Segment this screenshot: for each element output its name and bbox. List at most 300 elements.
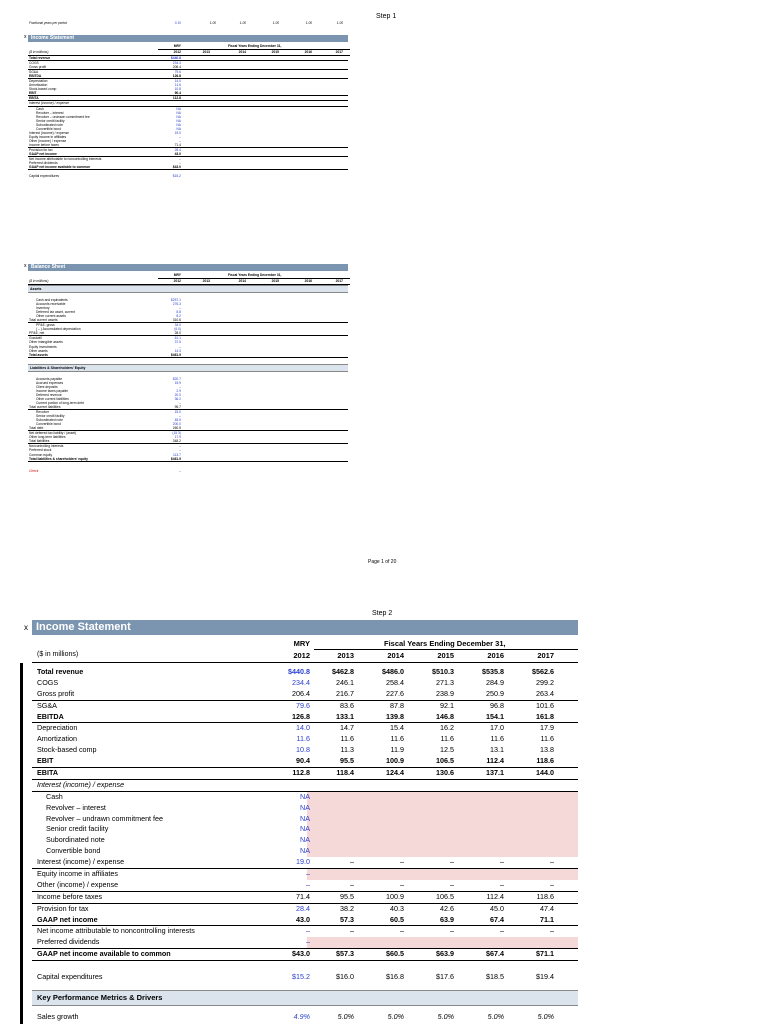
row-value: 126.8: [172, 74, 181, 79]
projection-value: –: [500, 926, 504, 936]
projection-value: 11.3: [340, 745, 354, 755]
input-cell-shading: [307, 792, 578, 803]
projection-value: –: [400, 879, 404, 889]
row-value: 206.4: [172, 65, 181, 70]
projection-value: 57.3: [340, 914, 354, 924]
row-label: Accounts payable: [36, 376, 63, 381]
row-value: –: [179, 444, 181, 449]
mry-value: 28.4: [296, 903, 310, 913]
projection-value: 118.4: [336, 768, 354, 778]
row-label: GAAP net income: [29, 152, 57, 157]
year-header: 2017: [537, 651, 554, 660]
projection-value: –: [450, 857, 454, 867]
table-row: [32, 689, 578, 701]
income-statement-title: Income Statement: [32, 620, 578, 635]
row-value: –: [179, 384, 181, 389]
row-value: $15.2: [172, 174, 181, 179]
projection-value: –: [550, 926, 554, 936]
projection-value: 95.5: [340, 891, 354, 901]
row-label: Total current liabilities: [29, 404, 61, 409]
row-value: 8.8: [176, 310, 181, 315]
table-row: [32, 678, 578, 689]
mry-value: 126.8: [292, 711, 310, 721]
row-label: Other assets: [29, 348, 48, 353]
projection-value: 95.5: [340, 756, 354, 766]
mry-value: NA: [300, 802, 310, 812]
sales-growth-row: Sales growth 4.9% 5.0% 5.0% 5.0% 5.0% 5.0%: [37, 1011, 554, 1021]
row-label: Total liabilities & shareholders' equity: [29, 456, 88, 461]
table-row: [32, 926, 578, 937]
row-label: Provision for tax: [37, 903, 89, 913]
fractional-value: 1.00: [336, 21, 343, 25]
projection-value: $71.1: [536, 949, 554, 959]
row-label: Cash and equivalents: [36, 298, 68, 302]
projection-value: 5.0%: [487, 1011, 504, 1021]
row-label: PP&E, gross: [36, 323, 55, 328]
projection-value: 101.6: [536, 700, 554, 710]
projection-value: 250.9: [486, 688, 504, 698]
input-cell-shading: [307, 803, 578, 814]
row-value: 200.0: [172, 422, 181, 427]
table-row: [32, 869, 578, 880]
table-row: [32, 949, 578, 961]
row-label: Noncontrolling interests: [29, 444, 64, 449]
projection-value: 100.9: [386, 756, 404, 766]
income-statement-title: Income Statement: [28, 35, 348, 42]
projection-value: 42.6: [440, 903, 454, 913]
year-header: 2015: [437, 651, 454, 660]
row-value: 37.5: [174, 340, 181, 345]
fractional-years-label: Fractional years per period: [29, 21, 67, 25]
row-label: Common equity: [29, 452, 53, 457]
table-row: [32, 846, 578, 857]
row-label: Preferred dividends: [37, 937, 100, 947]
check-value: –: [179, 468, 181, 473]
row-label: SG&A: [29, 70, 39, 75]
projection-value: –: [350, 926, 354, 936]
balance-sheet-column-header: MRY Fiscal Years Ending December 31, ($ in millions) 2012 2013 2014 2015 2016 2017: [28, 271, 348, 285]
left-margin-bar: [20, 663, 23, 1024]
row-value: $257.1: [170, 298, 181, 302]
mry-value: –: [306, 937, 310, 947]
input-cell-shading: [307, 835, 578, 846]
assets-header: Assets: [28, 285, 348, 293]
row-label: Total liabilities: [29, 439, 50, 444]
row-label: Revolver: [36, 410, 50, 415]
collapse-marker[interactable]: x: [24, 263, 27, 269]
year-header: 2016: [487, 651, 504, 660]
row-value: (15.3): [172, 431, 181, 436]
table-row: [32, 892, 578, 904]
row-value: 276.3: [172, 302, 181, 307]
row-value: 14.3: [174, 348, 181, 353]
row-label: Other current assets: [36, 314, 66, 319]
row-label: Total current assets: [29, 318, 58, 323]
table-row: [32, 667, 578, 678]
row-label: Subordinated note: [36, 122, 63, 127]
row-label: Depreciation: [37, 723, 78, 733]
projection-value: –: [450, 879, 454, 889]
row-value: 28.4: [174, 147, 181, 152]
row-label: Cash: [46, 791, 63, 801]
row-value: –: [179, 414, 181, 419]
row-value: 11.6: [174, 83, 181, 88]
row-label: Preferred stock: [29, 448, 52, 453]
projection-value: 63.9: [440, 914, 454, 924]
row-value: 113.7: [172, 452, 181, 457]
table-row: [32, 880, 578, 892]
row-label: Senior credit facility: [46, 824, 109, 834]
row-label: EBITA: [29, 96, 39, 101]
fractional-value: 1.00: [209, 21, 216, 25]
row-label: Client deposits: [36, 384, 58, 389]
page1-balance-sheet: [24, 263, 348, 473]
projection-value: 5.0%: [387, 1011, 404, 1021]
row-label: Senior credit facility: [36, 118, 65, 123]
projection-value: 11.6: [540, 734, 554, 744]
mry-value: 112.8: [292, 768, 310, 778]
row-value: 234.4: [172, 61, 181, 66]
row-value: $440.8: [170, 56, 181, 60]
projection-value: 11.6: [340, 734, 354, 744]
projection-value: 106.5: [436, 756, 454, 766]
table-row: [28, 457, 348, 462]
row-label: Total assets: [29, 352, 48, 357]
mry-value: NA: [300, 813, 310, 823]
row-label: Interest (income) / expense: [37, 857, 125, 867]
year-header: 2016: [304, 279, 312, 283]
row-label: EBIT: [29, 91, 37, 96]
projection-value: 14.7: [340, 723, 354, 733]
projection-value: 133.1: [336, 711, 354, 721]
table-row: [32, 824, 578, 835]
row-label: Depreciation: [29, 79, 48, 84]
row-value: 95.7: [174, 404, 181, 409]
projection-value: 100.9: [386, 891, 404, 901]
row-value: $461.9: [170, 456, 181, 461]
row-label: Income before taxes: [29, 142, 59, 147]
row-label: Deferred revenue: [36, 392, 62, 397]
year-header: 2014: [238, 50, 246, 54]
row-value: 79.6: [174, 70, 181, 75]
row-label: Revolver – undrawn commitment fee: [46, 813, 164, 823]
table-row: [32, 734, 578, 745]
projection-value: $67.4: [486, 949, 504, 959]
row-value: –: [179, 400, 181, 405]
row-label: Other (income) / expense: [37, 879, 119, 889]
year-header: 2015: [271, 279, 279, 283]
row-label: Deferred tax asset, current: [36, 310, 76, 315]
row-label: GAAP net income available to common: [29, 165, 91, 170]
kpi-header: Key Performance Metrics & Drivers: [32, 990, 578, 1006]
projection-value: 112.4: [486, 891, 504, 901]
projection-value: 5.0%: [337, 1011, 354, 1021]
projection-value: 17.9: [540, 723, 554, 733]
mry-value: –: [306, 869, 310, 879]
input-cell-shading: [307, 814, 578, 825]
year-header: 2014: [238, 279, 246, 283]
mry-value: 11.6: [296, 734, 310, 744]
mry-value: –: [306, 926, 310, 936]
row-label: Revolver – undrawn commitment fee: [36, 114, 90, 119]
table-row: [32, 780, 578, 792]
column-header: MRY Fiscal Years Ending December 31, ($ in millions) 2012 2013 2014 2015 2016 2017: [32, 635, 578, 663]
row-label: Inventory: [36, 306, 50, 311]
row-value: 61.1: [174, 336, 181, 341]
projection-value: 17.0: [490, 723, 504, 733]
row-value: 71.4: [174, 142, 181, 147]
year-header: 2015: [271, 50, 279, 54]
table-row: [32, 857, 578, 869]
row-label: ( – ) Accumulated depreciation: [36, 327, 81, 332]
row-label: Interest (income) / expense: [37, 779, 125, 789]
mry-value: 71.4: [296, 891, 310, 901]
projection-value: 263.4: [536, 688, 554, 698]
mry-value: NA: [300, 824, 310, 834]
mry-value: $15.2: [292, 972, 310, 982]
row-label: COGS: [29, 61, 39, 66]
projection-value: 12.5: [440, 745, 454, 755]
mry-value: 43.0: [296, 914, 310, 924]
row-label: Net income attributable to noncontrolling interests: [37, 926, 195, 936]
table-row: [28, 353, 348, 358]
row-label: Income taxes payable: [36, 388, 69, 393]
projection-value: 13.1: [490, 745, 504, 755]
row-label: Total debt: [29, 426, 44, 431]
page2-income-statement: [24, 620, 578, 1023]
projection-value: 124.4: [386, 768, 404, 778]
liabilities-header: Liabilities & Shareholders' Equity: [28, 364, 348, 372]
fractional-value: 1.00: [239, 21, 246, 25]
row-label: Senior credit facility: [36, 414, 65, 419]
year-header: 2014: [387, 651, 404, 660]
row-value: 90.4: [174, 91, 181, 96]
year-header: 2017: [335, 279, 343, 283]
row-label: Revolver – interest: [36, 110, 64, 115]
row-label: Gross profit: [29, 65, 47, 70]
projection-value: $19.4: [536, 972, 554, 982]
row-label: Subordinated note: [46, 835, 105, 845]
projection-value: 11.6: [390, 734, 404, 744]
row-label: Provision for tax: [29, 147, 53, 152]
row-value: NA: [176, 126, 181, 131]
input-cell-shading: [307, 937, 578, 948]
projection-value: 45.0: [490, 903, 504, 913]
projection-value: $510.3: [432, 667, 454, 676]
projection-value: 11.6: [490, 734, 504, 744]
row-value: –: [179, 306, 181, 311]
projection-value: 16.2: [440, 723, 454, 733]
row-label: Stock-based comp: [29, 87, 57, 92]
projection-value: $60.5: [386, 949, 404, 959]
mry-value: NA: [300, 846, 310, 856]
row-label: Other (income) / expense: [29, 138, 67, 143]
row-value: 43.0: [174, 152, 181, 157]
row-value: 34.0: [174, 323, 181, 328]
fractional-value: 1.00: [272, 21, 279, 25]
income-statement-column-header: MRY Fiscal Years Ending December 31, ($ in millions) 2012 2013 2014 2015 2016 2017: [28, 42, 348, 56]
table-row: [32, 937, 578, 949]
row-value: NA: [176, 118, 181, 123]
row-label: Convertible bond: [36, 422, 61, 427]
table-row: [32, 723, 578, 734]
projection-value: –: [550, 879, 554, 889]
projection-value: 154.1: [486, 711, 504, 721]
fractional-value: 1.00: [305, 21, 312, 25]
row-value: 8.2: [176, 314, 181, 319]
projection-value: 5.0%: [437, 1011, 454, 1021]
year-header: 2013: [202, 279, 210, 283]
projection-value: 15.4: [390, 723, 404, 733]
projection-value: 146.8: [436, 711, 454, 721]
row-value: NA: [176, 122, 181, 127]
row-label: Goodwill: [29, 336, 42, 341]
mry-value: 10.8: [296, 745, 310, 755]
table-row: [32, 972, 578, 983]
projection-value: 246.1: [336, 677, 354, 687]
table-row: [32, 961, 578, 972]
row-value: (6.0): [174, 327, 181, 332]
projection-value: –: [350, 879, 354, 889]
projection-value: 227.6: [386, 688, 404, 698]
row-value: 14.0: [174, 79, 181, 84]
projection-value: 161.8: [536, 711, 554, 721]
projection-value: –: [550, 857, 554, 867]
row-label: Revolver – interest: [46, 802, 106, 812]
mry-value: 234.4: [292, 677, 310, 687]
input-cell-shading: [307, 869, 578, 880]
mry-value: 4.9%: [293, 1011, 310, 1021]
projection-value: 118.6: [536, 756, 554, 766]
row-value: 112.8: [172, 96, 181, 101]
step-1-label: Step 1: [376, 13, 397, 20]
table-row: [32, 792, 578, 803]
projection-value: 284.9: [486, 677, 504, 687]
projection-value: $462.8: [332, 667, 354, 676]
table-row: [32, 712, 578, 724]
projection-value: $57.3: [336, 949, 354, 959]
mry-value: 206.4: [292, 688, 310, 698]
mry-value: 79.6: [296, 700, 310, 710]
projection-value: 13.8: [540, 745, 554, 755]
projection-value: 5.0%: [537, 1011, 554, 1021]
projection-value: 67.4: [490, 914, 504, 924]
table-row: [32, 835, 578, 846]
projection-value: –: [500, 857, 504, 867]
table-row: [32, 701, 578, 712]
page1-income-statement: [24, 34, 348, 179]
row-value: 2.9: [176, 388, 181, 393]
row-value: 260.5: [172, 426, 181, 431]
projection-value: –: [400, 857, 404, 867]
projection-value: 47.4: [540, 903, 554, 913]
table-row: [32, 915, 578, 927]
input-cell-shading: [307, 846, 578, 857]
row-value: NA: [176, 114, 181, 119]
row-value: –: [179, 134, 181, 139]
row-label: Subordinated note: [36, 418, 63, 423]
row-value: 28.0: [174, 331, 181, 336]
row-label: EBITA: [37, 768, 59, 778]
input-cell-shading: [307, 824, 578, 835]
projection-value: 83.6: [340, 700, 354, 710]
projection-value: 38.2: [340, 903, 354, 913]
projection-value: 106.5: [436, 891, 454, 901]
row-label: Preferred dividends: [29, 161, 58, 166]
row-label: Gross profit: [37, 688, 75, 698]
row-label: GAAP net income available to common: [37, 949, 171, 959]
row-label: GAAP net income: [37, 914, 98, 924]
row-label: Total revenue: [37, 667, 84, 676]
projection-value: $18.5: [486, 972, 504, 982]
row-value: 36.2: [174, 396, 181, 401]
check-label: Check: [29, 468, 39, 473]
projection-value: 258.4: [386, 677, 404, 687]
projection-value: 144.0: [536, 768, 554, 778]
mry-value: $43.0: [292, 949, 310, 959]
row-label: EBITDA: [37, 711, 64, 721]
projection-value: 299.2: [536, 677, 554, 687]
row-label: Capital expenditures: [37, 972, 103, 982]
mry-value: –: [306, 879, 310, 889]
projection-value: 139.8: [386, 711, 404, 721]
row-label: Other current liabilities: [36, 396, 69, 401]
year-header: 2016: [304, 50, 312, 54]
collapse-marker[interactable]: x: [24, 623, 28, 632]
collapse-marker[interactable]: x: [24, 34, 27, 40]
mry-value: $440.8: [288, 667, 310, 676]
mry-value: 14.0: [296, 723, 310, 733]
row-value: $20.7: [172, 376, 181, 381]
row-label: Other long-term liabilities: [29, 435, 66, 440]
projection-value: 137.1: [486, 768, 504, 778]
projection-value: 71.1: [540, 914, 554, 924]
projection-value: $16.0: [336, 972, 354, 982]
projection-value: 271.3: [436, 677, 454, 687]
row-value: 10.8: [174, 87, 181, 92]
projection-value: 216.7: [336, 688, 354, 698]
mry-value: NA: [300, 835, 310, 845]
projection-value: 96.8: [490, 700, 504, 710]
row-value: $43.0: [172, 165, 181, 170]
row-value: 20.0: [174, 392, 181, 397]
row-label: COGS: [37, 677, 59, 687]
year-header: 2013: [202, 50, 210, 54]
projection-value: –: [400, 926, 404, 936]
table-row: [32, 904, 578, 915]
projection-value: 118.6: [536, 891, 554, 901]
projection-value: $535.8: [482, 667, 504, 676]
row-label: Cash: [36, 106, 44, 111]
projection-value: $486.0: [382, 667, 404, 676]
row-value: 15.9: [174, 380, 181, 385]
row-label: EBITDA: [29, 74, 42, 79]
row-label: EBIT: [37, 756, 54, 766]
row-value: –: [179, 138, 181, 143]
mry-value: 90.4: [296, 756, 310, 766]
row-label: Convertible bond: [36, 126, 61, 131]
row-label: Net deferred tax liability / (asset): [29, 431, 77, 436]
row-label: Equity income in affiliates: [37, 869, 118, 879]
row-value: 310.6: [172, 318, 181, 323]
row-label: Amortization: [37, 734, 77, 744]
row-label: Income before taxes: [37, 891, 103, 901]
row-label: Interest (income) / expense: [29, 101, 69, 106]
row-label: Current portion of long-term debt: [36, 400, 84, 405]
projection-value: 11.6: [440, 734, 454, 744]
mry-value: NA: [300, 791, 310, 801]
row-label: Stock-based comp: [37, 745, 97, 755]
